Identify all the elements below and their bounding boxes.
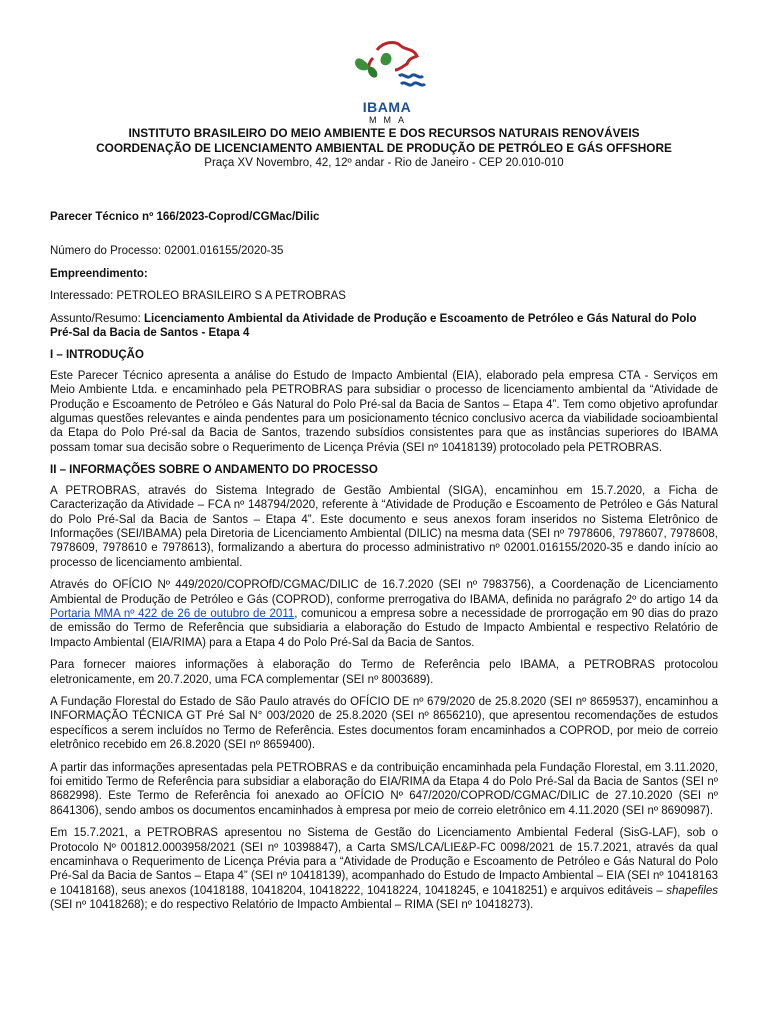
ibama-emblem-icon xyxy=(343,36,431,100)
interessado: Interessado: PETROLEO BRASILEIRO S A PETROBRAS xyxy=(50,290,346,303)
p6-emphasis: shapefiles xyxy=(666,884,718,897)
p2-text-after: , comunicou a empresa sobre a necessidade de prorrogação em 90 dias do prazo de emissão do Termo de Referência que subsidiaria a elaboração do Estudo de Impacto Ambiental e respectivo Relatório de Impacto Ambiental (EIA/RIMA) para a Etapa 4 do Polo Pré-Sal da Bacia de Santos. xyxy=(50,607,718,649)
andamento-paragraph-5: A partir das informações apresentadas pela PETROBRAS e da contribuição encaminhada pela Fundação Florestal, em 3.11.2020, foi emitido Termo de Referência para subsidiar a elaboração do EIA/RIMA da Etapa 4 do Polo Pré-Sal da Bacia de Santos (SEI nº 8682998). Este Termo de Referência foi anexado ao OFÍCIO Nº 647/2020/COPROD/CGMAC/DILIC de 27.10.2020 (SEI nº 8641306), sendo ambos os documentos encaminhados à empresa por meio de correio eletrônico em 4.11.2020 (SEI nº 8690987). xyxy=(50,761,718,817)
assunto-text: Licenciamento Ambiental da Atividade de Produção e Escoamento de Petróleo e Gás Natural do Polo Pré-Sal da Bacia de Santos - Etapa 4 xyxy=(50,312,697,340)
parecer-number: Parecer Técnico nº 166/2023-Coprod/CGMac/Dilic xyxy=(50,211,320,223)
introducao-paragraph: Este Parecer Técnico apresenta a análise do Estudo de Impacto Ambiental (EIA), elaborado pela empresa CTA - Serviços em Meio Ambiente Ltda. e encaminhado pela PETROBRAS para subsidiar o processo de licenciamento ambiental da “Atividade de Produção e Escoamento de Petróleo e Gás Natural do Polo Pré-sal da Bacia de Santos – Etapa 4”. Tem como objetivo aprofundar algumas questões relevantes e ainda pendentes para um posicionamento técnico conclusivo acerca da viabilidade socioambiental da Etapa do Polo Pré-sal da Bacia de Santos, trazendo subsídios consistentes para que as instâncias superiores do IBAMA possam tomar sua decisão sobre o Requerimento de Licença Prévia (SEI nº 10418139) protocolado pela PETROBRAS. xyxy=(50,369,718,454)
andamento-paragraph-2 xyxy=(50,578,718,650)
section-andamento-title: II – INFORMAÇÕES SOBRE O ANDAMENTO DO PROCESSO xyxy=(50,464,378,477)
logo-wordmark: IBAMA xyxy=(362,99,412,115)
logo-caption xyxy=(343,100,431,126)
assunto-label: Assunto/Resumo: xyxy=(50,312,144,325)
andamento-paragraph-4: A Fundação Florestal do Estado de São Paulo através do OFÍCIO DE nº 679/2020 de 25.8.2020 (SEI nº 8659537), encaminhou a INFORMAÇÃO TÉCNICA GT Pré Sal N° 003/2020 de 25.8.2020 (SEI nº 8656210), que apresentou recomendações de estudos específicos a serem incluídos no Termo de Referência. Estes documentos foram encaminhados a COPROD, por meio de correio eletrônico recebido em 26.8.2020 (SEI nº 8659400). xyxy=(50,695,718,752)
portaria-link[interactable]: Portaria MMA nº 422 de 26 de outubro de 2011 xyxy=(50,607,295,620)
logo-subtitle: MMA xyxy=(369,115,411,125)
p6-text-before: Em 15.7.2021, a PETROBRAS apresentou no Sistema de Gestão do Licenciamento Ambiental Federal (SisG-LAF), sob o Protocolo Nº 001812.0003958/2021 (SEI nº 10398847), a Carta SMS/LCA/LIE&P-FC 0098/2021 de 15.7.2021, através da qual encaminhava o Requerimento de Licença Prévia para a “Atividade de Produção e Escoamento de Petróleo e Gás Natural do Polo Pré-Sal da Bacia de Santos – Etapa 4” (SEI nº 10418139), acompanhado do Estudo de Impacto Ambiental – EIA (SEI nº 10418163 e 10418168), seus anexos (10418188, 10418204, 10418222, 10418224, 10418245, e 10418251) e arquivos editáveis – xyxy=(50,827,718,897)
andamento-paragraph-3: Para fornecer maiores informações à elaboração do Termo de Referência pelo IBAMA, a PETROBRAS protocolou eletronicamente, em 20.7.2020, uma FCA complementar (SEI nº 8003689). xyxy=(50,659,718,686)
andamento-paragraph-1: A PETROBRAS, através do Sistema Integrado de Gestão Ambiental (SIGA), encaminhou em 15.7.2020, a Ficha de Caracterização da Atividade – FCA nº 148794/2020, referente à “Atividade de Produção e Escoamento de Petróleo e Gás Natural do Polo Pré-Sal da Bacia de Santos – Etapa 4”. Este documento e seus anexos foram inseridos no Sistema Eletrônico de Informações (SEI/IBAMA) pela Diretoria de Licenciamento Ambiental (DILIC) na mesma data (SEI nº 7978606, 7978607, 7978608, 7978609, 7978610 e 7978613), formalizando a abertura do processo administrativo nº 02001.016155/2020-35 e dando início ao processo de licenciamento ambiental. xyxy=(50,484,718,569)
process-number: Número do Processo: 02001.016155/2020-35 xyxy=(50,245,284,258)
coordination-name: COORDENAÇÃO DE LICENCIAMENTO AMBIENTAL DE PRODUÇÃO DE PETRÓLEO E GÁS OFFSHORE xyxy=(96,141,672,155)
section-introducao-title: I – INTRODUÇÃO xyxy=(50,349,144,362)
document-body xyxy=(50,210,718,921)
document-header xyxy=(0,126,768,171)
p6-text-after: (SEI nº 10418268); e do respectivo Relatório de Impacto Ambiental – RIMA (SEI nº 10418273). xyxy=(50,899,534,912)
p2-text-before: Através do OFÍCIO Nº 449/2020/COPROfD/CGMAC/DILIC de 16.7.2020 (SEI nº 7983756), a Coordenação de Licenciamento Ambiental de Produção de Petróleo e Gás (COPROD), conforme prerrogativa do IBAMA, definida no parágrafo 2º do artigo 14 da xyxy=(50,579,718,606)
assunto xyxy=(50,312,718,341)
empreendimento-label: Empreendimento: xyxy=(50,267,148,280)
institution-name: INSTITUTO BRASILEIRO DO MEIO AMBIENTE E DOS RECURSOS NATURAIS RENOVÁVEIS xyxy=(128,126,640,140)
institution-address: Praça XV Novembro, 42, 12º andar - Rio de Janeiro - CEP 20.010-010 xyxy=(204,157,564,169)
andamento-paragraph-6 xyxy=(50,826,718,912)
